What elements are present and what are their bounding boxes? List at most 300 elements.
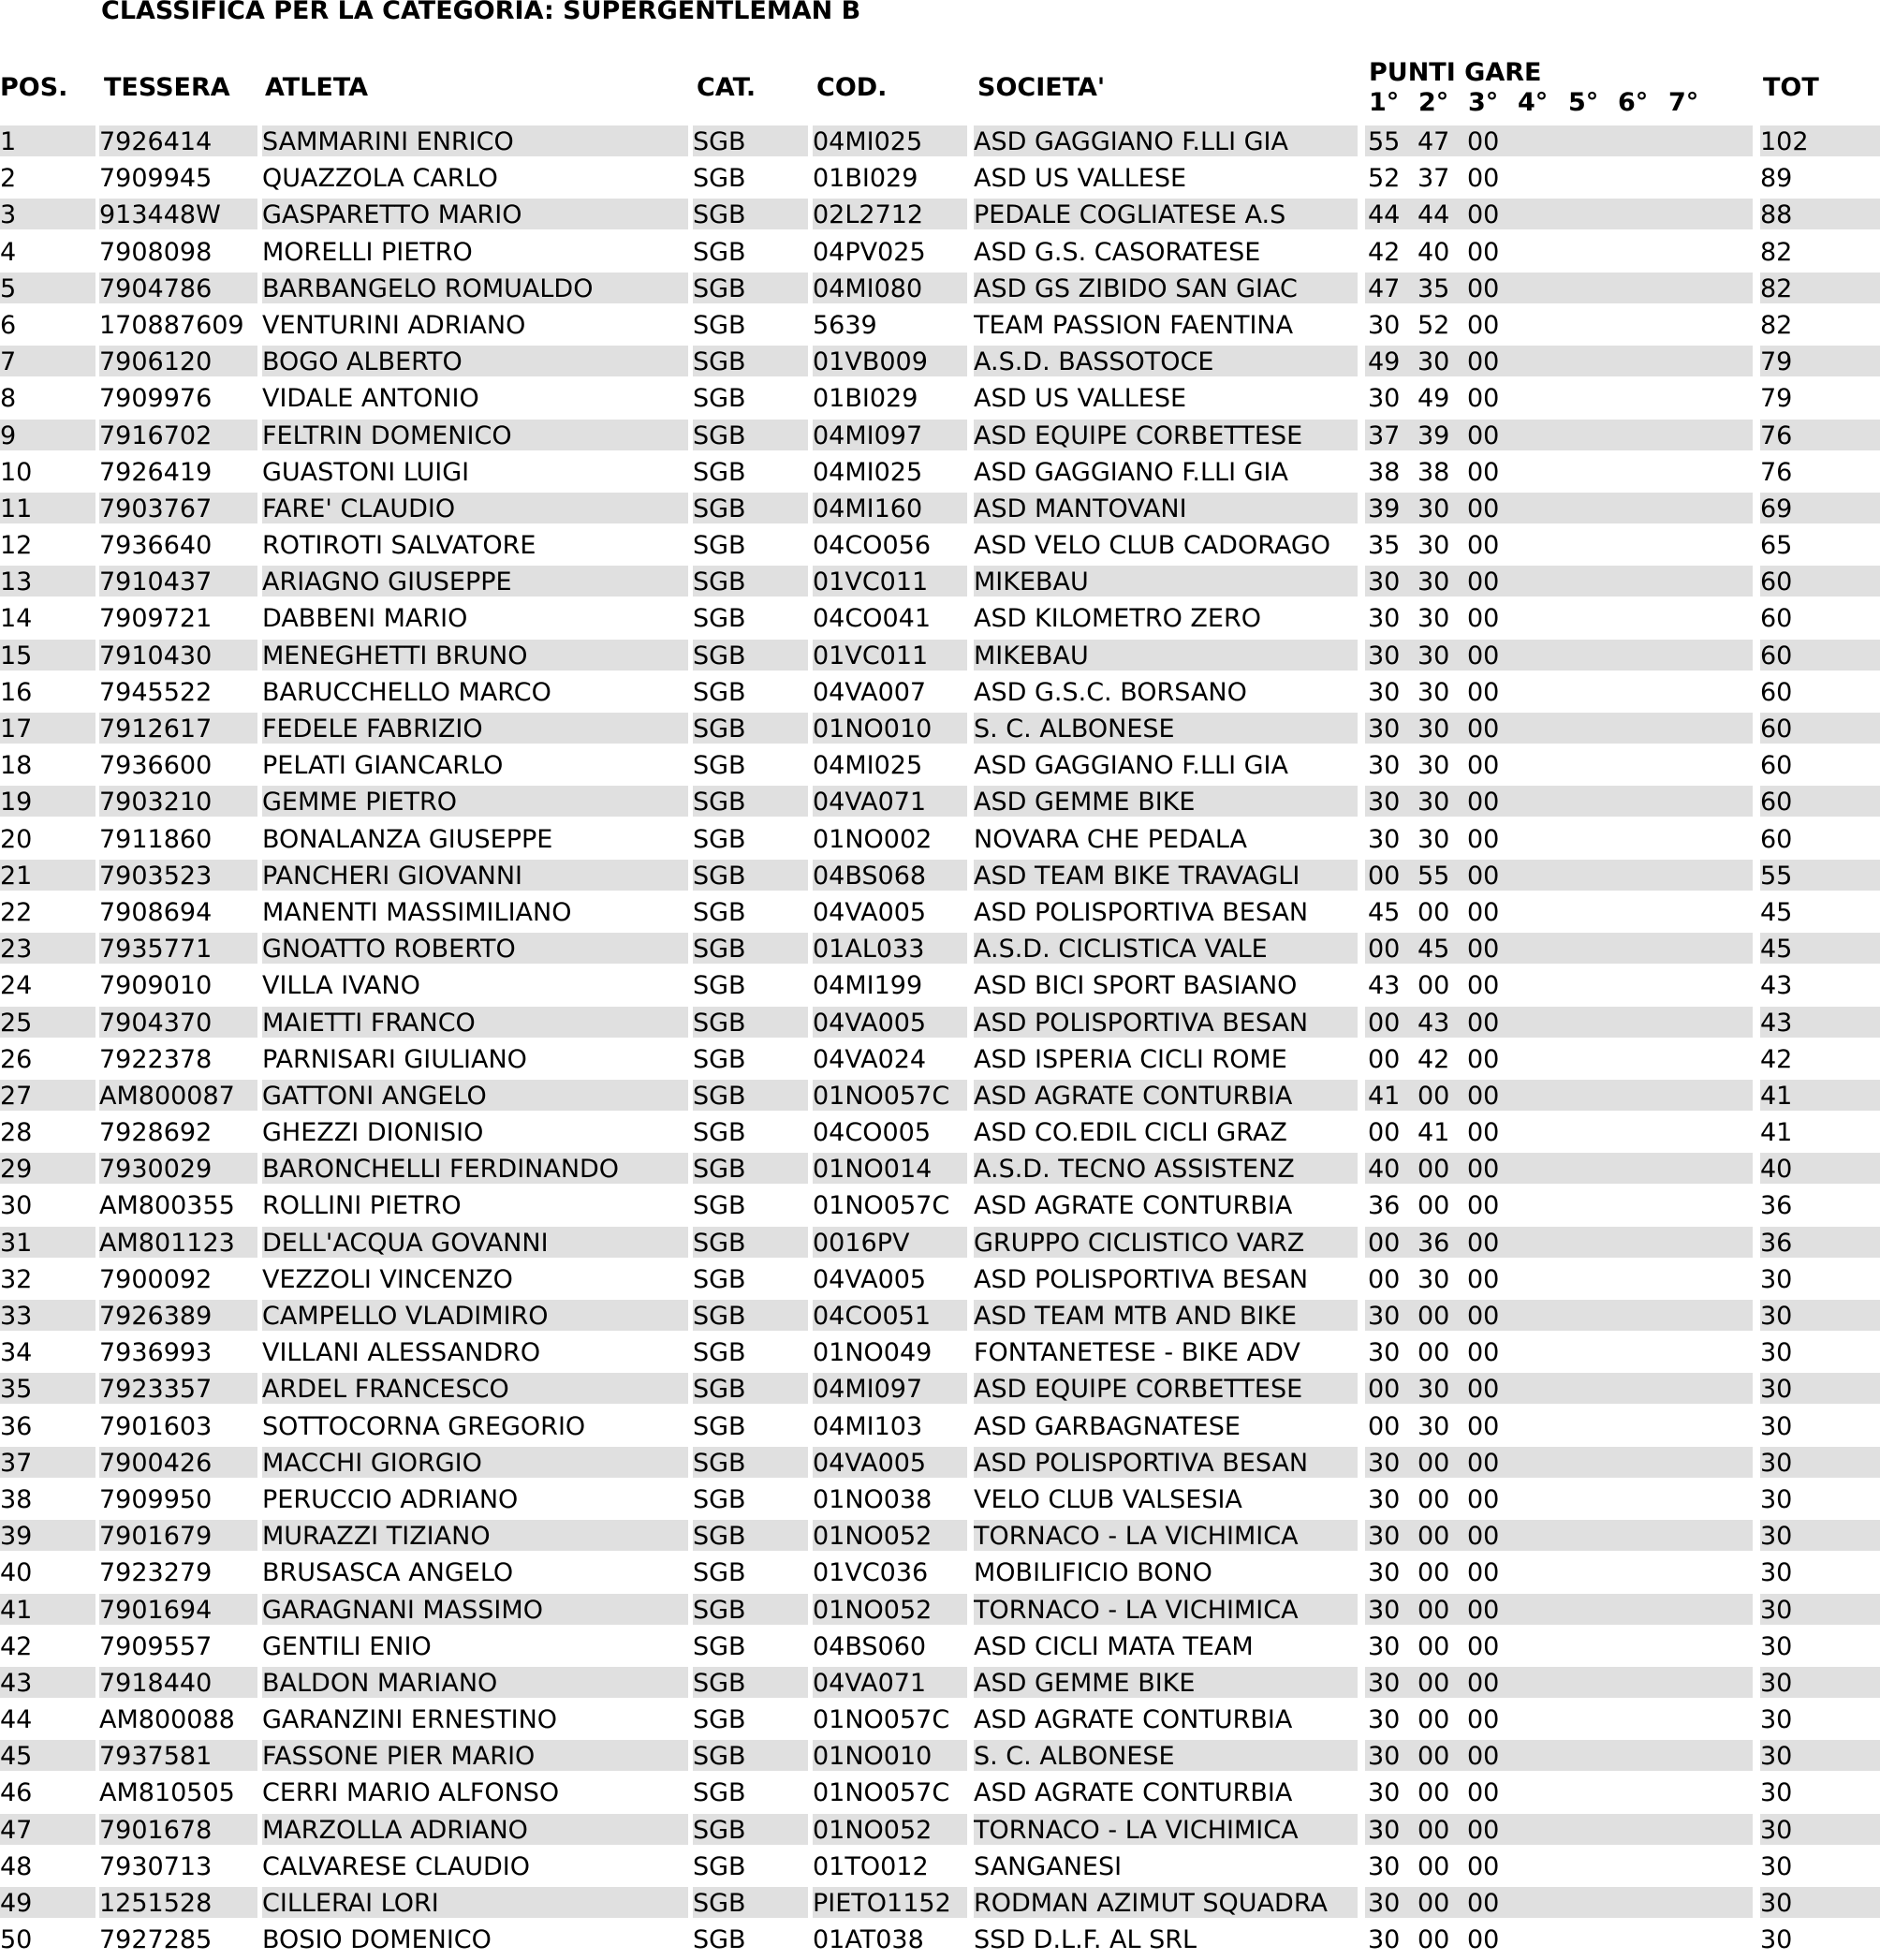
table-row [0,640,1880,676]
race-1-points: 45 [1368,897,1401,927]
tot-value: 82 [1760,310,1793,340]
tessera-value: 7930029 [99,1155,213,1185]
cell-punti [1365,1923,1753,1954]
cat-value: SGB [693,1338,746,1368]
cell-pos [0,1116,95,1147]
cell-tessera [99,1923,257,1954]
cod-value: 04MI160 [813,494,923,523]
pos-value: 32 [0,1264,33,1294]
cell-societa [974,676,1358,707]
cell-cat [693,713,808,744]
cod-value: 04MI025 [813,751,923,781]
tot-value: 30 [1760,1705,1793,1735]
cell-pos [0,1153,95,1184]
cell-punti [1365,1850,1753,1881]
cell-punti [1365,1336,1753,1367]
race-2-points: 42 [1417,1044,1450,1074]
cell-tot [1760,1153,1880,1184]
cat-value: SGB [693,788,746,818]
cell-societa [974,1923,1358,1954]
cell-societa [974,602,1358,633]
cell-cat [693,309,808,340]
cod-value: 01BI029 [813,384,918,414]
cell-tot [1760,1667,1880,1698]
tot-value: 30 [1760,1851,1793,1881]
cell-atleta [262,1556,688,1587]
societa-value: ASD AGRATE CONTURBIA [974,1778,1293,1808]
pos-value: 15 [0,641,33,671]
societa-value: TEAM PASSION FAENTINA [974,310,1294,340]
tot-value: 65 [1760,531,1793,561]
atleta-value: MANENTI MASSIMILIANO [262,897,572,927]
race-2-points: 30 [1417,677,1450,707]
cell-pos [0,1043,95,1074]
tessera-value: 7901678 [99,1815,213,1845]
cell-tot [1760,1043,1880,1074]
cell-atleta [262,1116,688,1147]
race-2-points: 40 [1417,237,1450,267]
cat-value: SGB [693,1411,746,1441]
race-2-points: 00 [1417,1851,1450,1881]
cod-value: 04VA005 [813,1008,927,1038]
cat-value: SGB [693,971,746,1001]
societa-value: A.S.D. BASSOTOCE [974,347,1214,377]
cell-pos [0,456,95,487]
header-societa: SOCIETA' [977,73,1106,102]
cell-cat [693,382,808,413]
cat-value: SGB [693,1448,746,1478]
race-2-points: 41 [1417,1118,1450,1148]
cell-cod [813,1373,967,1404]
cell-atleta [262,933,688,964]
cell-pos [0,199,95,229]
cell-cod [813,933,967,964]
race-1-points: 30 [1368,1925,1401,1955]
tot-value: 79 [1760,347,1793,377]
tessera-value: 170887609 [99,310,244,340]
cod-value: 04VA007 [813,677,927,707]
cell-pos [0,933,95,964]
cell-tot [1760,860,1880,891]
race-3-points: 00 [1467,1191,1500,1221]
tot-value: 40 [1760,1155,1793,1185]
cod-value: 01NO052 [813,1522,933,1552]
pos-value: 19 [0,788,33,818]
cell-cat [693,640,808,671]
tessera-value: 7904370 [99,1008,213,1038]
race-3-points: 00 [1467,861,1500,891]
tot-value: 60 [1760,567,1793,597]
cell-atleta [262,1373,688,1404]
tot-value: 30 [1760,1595,1793,1625]
societa-value: TORNACO - LA VICHIMICA [974,1815,1299,1845]
tessera-value: 7935771 [99,935,213,965]
race-2-points: 30 [1417,567,1450,597]
cod-value: 04MI199 [813,971,923,1001]
atleta-value: BALDON MARIANO [262,1668,498,1698]
table-row [0,1300,1880,1336]
race-3-points: 00 [1467,494,1500,523]
cell-tot [1760,969,1880,1000]
cell-pos [0,1336,95,1367]
cell-tot [1760,346,1880,376]
tot-value: 60 [1760,715,1793,744]
race-3-points: 00 [1467,567,1500,597]
race-2-points: 47 [1417,127,1450,156]
cell-cod [813,1850,967,1881]
cat-value: SGB [693,1558,746,1588]
pos-value: 50 [0,1925,33,1955]
tot-value: 43 [1760,971,1793,1001]
race-1-points: 30 [1368,1815,1401,1845]
race-2-points: 30 [1417,788,1450,818]
tot-value: 102 [1760,127,1809,156]
cell-atleta [262,273,688,303]
cell-societa [974,1630,1358,1661]
tessera-value: 7909010 [99,971,213,1001]
cell-societa [974,1080,1358,1111]
cell-punti [1365,346,1753,376]
race-2-points: 36 [1417,1228,1450,1258]
cell-cod [813,1814,967,1845]
cell-tot [1760,1189,1880,1220]
race-2-points: 52 [1417,310,1450,340]
cell-cod [813,1043,967,1074]
cell-cod [813,125,967,156]
societa-value: MOBILIFICIO BONO [974,1558,1212,1588]
cell-societa [974,786,1358,817]
race-1-points: 30 [1368,384,1401,414]
cat-value: SGB [693,1889,746,1918]
atleta-value: CILLERAI LORI [262,1889,439,1918]
societa-value: ASD EQUIPE CORBETTESE [974,420,1303,450]
societa-value: MIKEBAU [974,567,1089,597]
cell-punti [1365,493,1753,523]
tot-value: 76 [1760,457,1793,487]
cell-cod [813,566,967,597]
cell-tot [1760,1483,1880,1514]
cod-value: 04MI097 [813,420,923,450]
cell-pos [0,1667,95,1698]
race-3-points: 00 [1467,1742,1500,1772]
tot-value: 30 [1760,1668,1793,1698]
race-3-points: 00 [1467,641,1500,671]
race-2-points: 00 [1417,1155,1450,1185]
cell-tot [1760,749,1880,780]
tot-value: 55 [1760,861,1793,891]
table-row [0,236,1880,273]
atleta-value: DABBENI MARIO [262,604,468,634]
cell-societa [974,1520,1358,1551]
race-3-points: 00 [1467,1889,1500,1918]
societa-value: FONTANETESE - BIKE ADV [974,1338,1300,1368]
tot-value: 88 [1760,200,1793,230]
cell-atleta [262,786,688,817]
cell-atleta [262,529,688,560]
cell-tessera [99,566,257,597]
race-3-points: 00 [1467,1448,1500,1478]
race-2-points: 49 [1417,384,1450,414]
cell-tessera [99,1300,257,1331]
cell-atleta [262,1740,688,1771]
cell-cat [693,1263,808,1294]
cell-cod [813,602,967,633]
pos-value: 41 [0,1595,33,1625]
cell-tot [1760,933,1880,964]
atleta-value: GARANZINI ERNESTINO [262,1705,558,1735]
race-1-points: 30 [1368,641,1401,671]
societa-value: ASD US VALLESE [974,164,1187,194]
table-row [0,1116,1880,1153]
cell-cod [813,162,967,193]
cell-tessera [99,786,257,817]
race-1-points: 30 [1368,751,1401,781]
cell-punti [1365,602,1753,633]
race-3-points: 00 [1467,347,1500,377]
cell-pos [0,1703,95,1734]
cod-value: 04VA005 [813,1448,927,1478]
cell-tessera [99,346,257,376]
tessera-value: 7926389 [99,1302,213,1331]
tot-value: 60 [1760,604,1793,634]
atleta-value: VENTURINI ADRIANO [262,310,526,340]
cell-tessera [99,309,257,340]
cod-value: 04MI080 [813,273,923,303]
race-1-points: 30 [1368,1484,1401,1514]
cell-tot [1760,1263,1880,1294]
cell-societa [974,1740,1358,1771]
cod-value: 01NO002 [813,824,933,854]
atleta-value: VILLA IVANO [262,971,420,1001]
cell-tot [1760,1520,1880,1551]
race-3-points: 00 [1467,237,1500,267]
race-1-points: 36 [1368,1191,1401,1221]
cell-tot [1760,1300,1880,1331]
cell-punti [1365,1630,1753,1661]
cell-pos [0,860,95,891]
tot-value: 60 [1760,641,1793,671]
cell-cod [813,420,967,450]
table-row [0,713,1880,749]
societa-value: ASD GAGGIANO F.LLI GIA [974,127,1288,156]
header-race-2: 2° [1418,88,1449,117]
cell-cat [693,1336,808,1367]
tot-value: 30 [1760,1484,1793,1514]
tessera-value: AM801123 [99,1228,235,1258]
header-race-1: 1° [1369,88,1400,117]
race-3-points: 00 [1467,788,1500,818]
cell-atleta [262,1043,688,1074]
cell-cat [693,1923,808,1954]
cell-societa [974,896,1358,927]
cell-cod [813,640,967,671]
tessera-value: 7904786 [99,273,213,303]
cod-value: PIETO1152 [813,1889,951,1918]
cat-value: SGB [693,1925,746,1955]
race-3-points: 00 [1467,1484,1500,1514]
race-1-points: 00 [1368,1228,1401,1258]
tot-value: 60 [1760,751,1793,781]
cell-societa [974,1483,1358,1514]
societa-value: ASD VELO CLUB CADORAGO [974,531,1331,561]
cell-cat [693,1520,808,1551]
cell-atleta [262,749,688,780]
race-1-points: 30 [1368,1778,1401,1808]
race-2-points: 00 [1417,1705,1450,1735]
table-row [0,199,1880,235]
cell-pos [0,1740,95,1771]
header-race-3: 3° [1468,88,1499,117]
race-1-points: 40 [1368,1155,1401,1185]
header-atleta: ATLETA [265,73,369,102]
cell-tot [1760,1923,1880,1954]
pos-value: 3 [0,200,17,230]
race-3-points: 00 [1467,1668,1500,1698]
race-3-points: 00 [1467,531,1500,561]
cod-value: 01NO057C [813,1705,950,1735]
cat-value: SGB [693,457,746,487]
cell-atleta [262,162,688,193]
cell-tot [1760,1776,1880,1807]
cell-punti [1365,933,1753,964]
tot-value: 30 [1760,1778,1793,1808]
atleta-value: ARIAGNO GIUSEPPE [262,567,512,597]
cod-value: 04PV025 [813,237,926,267]
table-row [0,676,1880,713]
table-row [0,786,1880,822]
header-cat: CAT. [697,73,756,102]
cell-cat [693,1667,808,1698]
societa-value: ASD POLISPORTIVA BESAN [974,1008,1309,1038]
race-2-points: 00 [1417,1522,1450,1552]
race-1-points: 30 [1368,1851,1401,1881]
race-1-points: 00 [1368,1264,1401,1294]
cell-punti [1365,823,1753,854]
header-pos: POS. [0,73,68,102]
race-1-points: 00 [1368,1375,1401,1405]
societa-value: S. C. ALBONESE [974,1742,1175,1772]
cell-societa [974,125,1358,156]
atleta-value: BRUSASCA ANGELO [262,1558,514,1588]
cat-value: SGB [693,1191,746,1221]
cell-punti [1365,1520,1753,1551]
cell-societa [974,1703,1358,1734]
cell-cat [693,676,808,707]
cell-atleta [262,602,688,633]
cell-pos [0,346,95,376]
race-2-points: 00 [1417,1081,1450,1111]
race-3-points: 00 [1467,1008,1500,1038]
cat-value: SGB [693,347,746,377]
cell-societa [974,566,1358,597]
cell-punti [1365,1703,1753,1734]
race-1-points: 30 [1368,567,1401,597]
cell-pos [0,1483,95,1514]
cell-cod [813,1189,967,1220]
pos-value: 11 [0,494,33,523]
cell-atleta [262,1776,688,1807]
cell-atleta [262,420,688,450]
table-row [0,896,1880,933]
cell-societa [974,1594,1358,1625]
race-2-points: 30 [1417,751,1450,781]
atleta-value: GARAGNANI MASSIMO [262,1595,543,1625]
pos-value: 2 [0,164,17,194]
cell-atleta [262,1814,688,1845]
cat-value: SGB [693,1595,746,1625]
cod-value: 04CO051 [813,1302,931,1331]
tessera-value: 7903767 [99,494,213,523]
cell-atleta [262,1007,688,1038]
cell-pos [0,896,95,927]
cat-value: SGB [693,310,746,340]
cell-tessera [99,1447,257,1478]
cod-value: 04MI025 [813,127,923,156]
pos-value: 42 [0,1631,33,1661]
cell-tot [1760,896,1880,927]
pos-value: 5 [0,273,17,303]
cell-cod [813,1153,967,1184]
cell-tessera [99,1336,257,1367]
cell-atleta [262,1189,688,1220]
pos-value: 13 [0,567,33,597]
cell-cat [693,1740,808,1771]
tot-value: 30 [1760,1558,1793,1588]
race-2-points: 00 [1417,1595,1450,1625]
cell-cat [693,273,808,303]
cell-punti [1365,1300,1753,1331]
cell-pos [0,420,95,450]
atleta-value: BARUCCHELLO MARCO [262,677,551,707]
tessera-value: 7901694 [99,1595,213,1625]
tot-value: 76 [1760,420,1793,450]
cell-atleta [262,1594,688,1625]
cell-punti [1365,1080,1753,1111]
societa-value: ASD G.S. CASORATESE [974,237,1261,267]
societa-value: ASD GEMME BIKE [974,1668,1196,1698]
cod-value: 04VA071 [813,1668,927,1698]
table-row [0,860,1880,896]
cell-cod [813,713,967,744]
table-row [0,1153,1880,1189]
cell-pos [0,1814,95,1845]
race-2-points: 44 [1417,200,1450,230]
race-2-points: 00 [1417,1778,1450,1808]
cat-value: SGB [693,604,746,634]
cell-cod [813,236,967,267]
table-row [0,1740,1880,1776]
race-2-points: 30 [1417,531,1450,561]
table-row [0,309,1880,346]
atleta-value: BONALANZA GIUSEPPE [262,824,553,854]
cell-pos [0,1263,95,1294]
cell-societa [974,199,1358,229]
cell-punti [1365,1740,1753,1771]
cell-societa [974,860,1358,891]
cell-tessera [99,1556,257,1587]
cell-pos [0,1227,95,1258]
cell-tot [1760,529,1880,560]
cell-societa [974,1373,1358,1404]
tessera-value: 7930713 [99,1851,213,1881]
cell-societa [974,382,1358,413]
atleta-value: VILLANI ALESSANDRO [262,1338,541,1368]
race-1-points: 30 [1368,677,1401,707]
race-1-points: 49 [1368,347,1401,377]
tot-value: 30 [1760,1925,1793,1955]
pos-value: 22 [0,897,33,927]
atleta-value: MAIETTI FRANCO [262,1008,476,1038]
